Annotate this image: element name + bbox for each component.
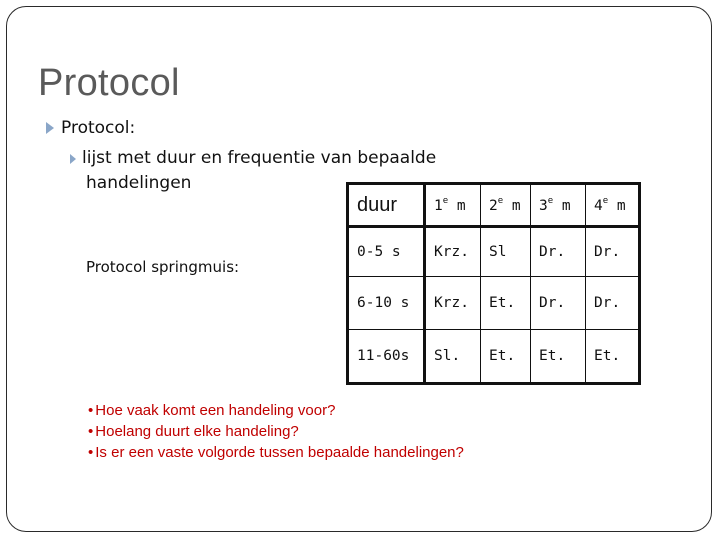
protocol-table xyxy=(346,182,641,385)
bullet-level-1-text: Protocol: xyxy=(61,118,136,138)
table-cell: Et. xyxy=(481,277,531,330)
table-cell: Krz. xyxy=(425,277,481,330)
bullet-level-2-text-line1: lijst met duur en frequentie van bepaalde xyxy=(82,148,437,168)
header-month-4: 4e m xyxy=(586,184,640,227)
bullet-arrow-icon xyxy=(46,122,54,134)
question-item: • Hoe vaak komt een handeling voor? xyxy=(88,400,464,421)
header-month-2: 2e m xyxy=(481,184,531,227)
table-cell: Dr. xyxy=(531,277,586,330)
table-row xyxy=(348,227,640,277)
bullet-level-1 xyxy=(46,118,135,138)
bullet-level-2-text-line2: handelingen xyxy=(86,173,192,193)
header-duur: duur xyxy=(348,184,425,227)
slide-title: Protocol xyxy=(38,62,180,104)
table-row xyxy=(348,330,640,384)
table-cell: Krz. xyxy=(425,227,481,277)
question-item: • Is er een vaste volgorde tussen bepaalde handelingen? xyxy=(88,442,464,463)
bullet-arrow-icon xyxy=(70,154,76,164)
table-cell: Dr. xyxy=(586,277,640,330)
table-cell: Et. xyxy=(586,330,640,384)
table-cell: Sl xyxy=(481,227,531,277)
table-header-row xyxy=(348,184,640,227)
table-cell: 0-5 s xyxy=(348,227,425,277)
table-cell: 6-10 s xyxy=(348,277,425,330)
table-cell: Dr. xyxy=(586,227,640,277)
header-month-1: 1e m xyxy=(425,184,481,227)
table-cell: Et. xyxy=(481,330,531,384)
table-cell: Et. xyxy=(531,330,586,384)
protocol-label: Protocol springmuis: xyxy=(86,258,240,276)
header-month-3: 3e m xyxy=(531,184,586,227)
table-cell: 11-60s xyxy=(348,330,425,384)
table-cell: Sl. xyxy=(425,330,481,384)
question-item: • Hoelang duurt elke handeling? xyxy=(88,421,464,442)
table-row xyxy=(348,277,640,330)
table-cell: Dr. xyxy=(531,227,586,277)
question-list xyxy=(88,400,464,463)
